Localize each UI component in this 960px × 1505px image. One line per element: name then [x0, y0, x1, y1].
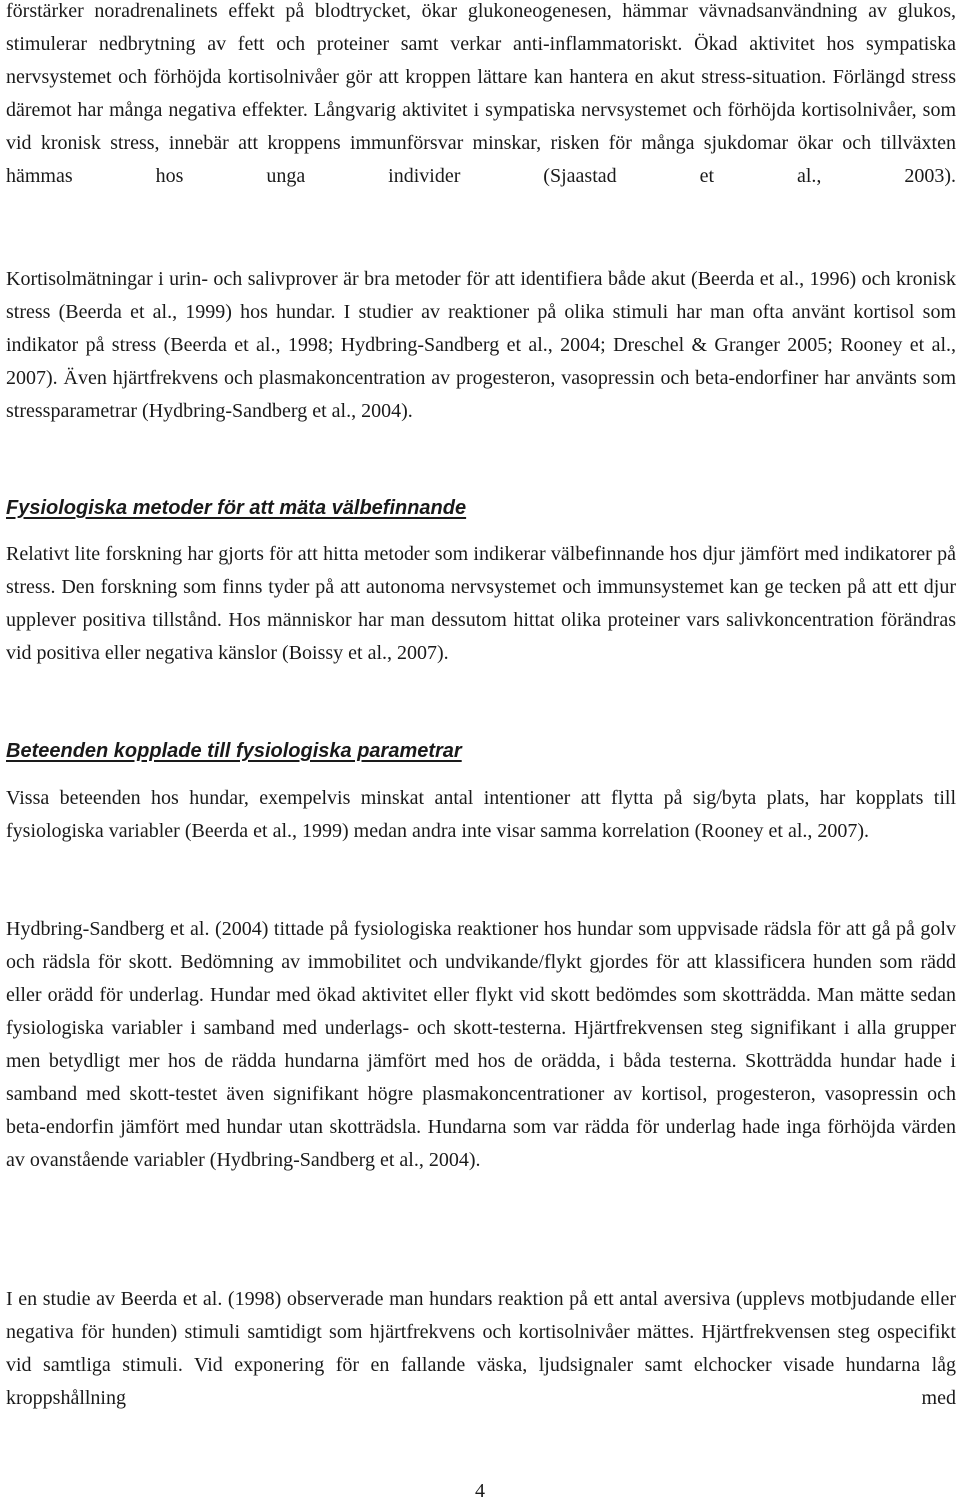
document-page: [6, 0, 956, 1505]
section-heading-behaviours: Beteenden kopplade till fysiologiska parametrar: [6, 740, 462, 762]
paragraph-continued: förstärker noradrenalinets effekt på blodtrycket, ökar glukoneogenesen, hämmar vävnadsanvändning av glukos, stimulerar nedbrytning av fett och proteiner samt verkar anti-inflammatoriskt. Ökad aktivitet hos sympatiska nervsystemet och förhöjda kortisolnivåer gör att kroppen lättare kan hantera en akut stress-situation. Förlängd stress däremot har många negativa effekter. Långvarig aktivitet i sympatiska nervsystemet och förhöjda kortisolnivåer, som vid kronisk stress, innebär att kroppens immunförsvar minskar, risken för många sjukdomar ökar och tillväxten hämmas hos unga individer (Sjaastad et al., 2003).: [6, 0, 956, 187]
section-heading-physiological-methods: Fysiologiska metoder för att mäta välbefinnande: [6, 497, 467, 519]
paragraph-behaviour-correlation: Vissa beteenden hos hundar, exempelvis minskat antal intentioner att flytta på sig/byta plats, har kopplats till fysiologiska variabler (Beerda et al., 1999) medan andra inte visar samma korrelation (Rooney et al., 2007).: [6, 787, 956, 842]
paragraph-beerda-study: I en studie av Beerda et al. (1998) observerade man hundars reaktion på ett antal aversiva (upplevs motbjudande eller negativa för hunden) stimuli samtidigt som hjärtfrekvens och kortisolnivåer mättes. Hjärtfrekvensen steg ospecifikt vid samtliga stimuli. Vid exponering för en fallande väska, ljudsignaler samt elchocker visade hundarna låg kroppshållning med: [6, 1288, 956, 1409]
paragraph-hydbring-sandberg-study: Hydbring-Sandberg et al. (2004) tittade på fysiologiska reaktioner hos hundar som uppvisade rädsla för att gå på golv och rädsla för skott. Bedömning av immobilitet och undvikande/flykt gjordes för att klassificera hunden som rädd eller orädd för underlag. Hundar med ökad aktivitet eller flykt vid skott bedömdes som skotträdda. Man mätte sedan fysiologiska variabler i samband med underlags- och skott-testerna. Hjärtfrekvensen steg signifikant i alla grupper men betydligt mer hos de rädda hundarna jämfört med hos de orädda, i båda testerna. Skotträdda hundar hade i samband med skott-testet även signifikant högre plasmakoncentrationer av kortisol, progesteron, vasopressin och beta-endorfin jämfört med hundar utan skotträdsla. Hundarna som var rädda för underlag hade inga förhöjda värden av ovanstående variabler (Hydbring-Sandberg et al., 2004).: [6, 918, 956, 1171]
paragraph-kortisol-measurements: Kortisolmätningar i urin- och salivprover är bra metoder för att identifiera både akut (Beerda et al., 1996) och kronisk stress (Beerda et al., 1999) hos hundar. I studier av reaktioner på olika stimuli har man ofta använt kortisol som indikator på stress (Beerda et al., 1998; Hydbring-Sandberg et al., 2004; Dreschel & Granger 2005; Rooney et al., 2007). Även hjärtfrekvens och plasmakoncentration av progesteron, vasopressin och beta-endorfiner har använts som stressparametrar (Hydbring-Sandberg et al., 2004).: [6, 268, 956, 422]
paragraph-wellbeing-research: Relativt lite forskning har gjorts för att hitta metoder som indikerar välbefinnande hos djur jämfört med indikatorer på stress. Den forskning som finns tyder på att autonoma nervsystemet och immunsystemet kan ge tecken på att ett djur upplever positiva tillstånd. Hos människor har man dessutom hittat olika proteiner vars salivkoncentration förändras vid positiva eller negativa känslor (Boissy et al., 2007).: [6, 543, 956, 664]
page-number: 4: [475, 1480, 485, 1502]
